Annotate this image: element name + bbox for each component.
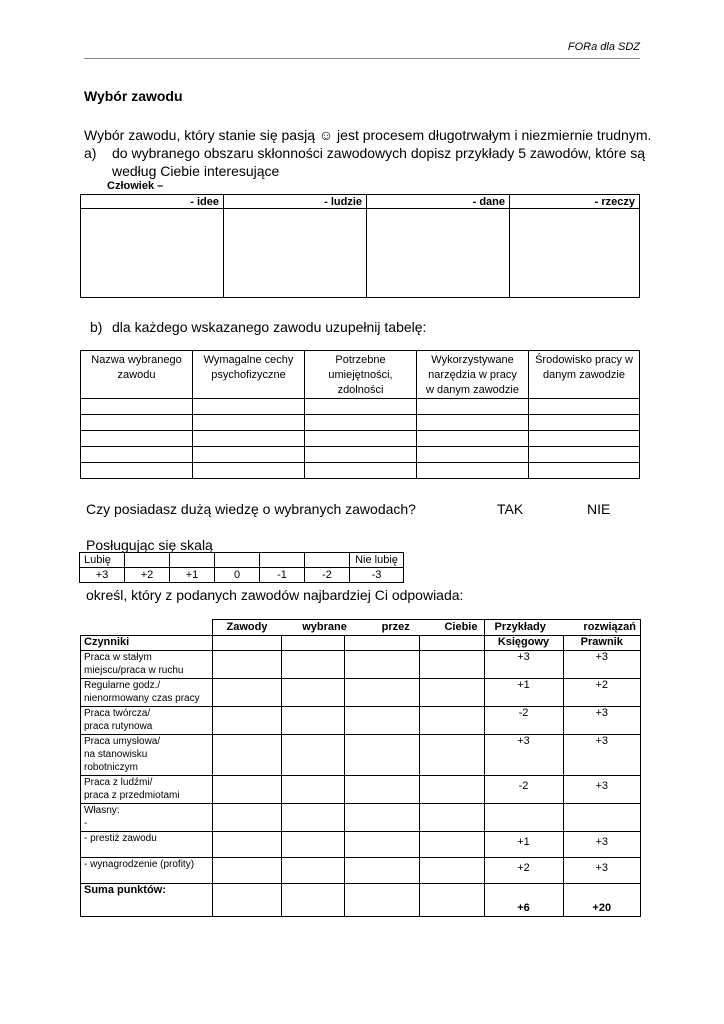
table-row [81,415,640,431]
scale-value: 0 [215,568,260,583]
col-ludzie: - ludzie [224,195,367,209]
hdr-srodowisko-l1: Środowisko pracy w [535,354,633,366]
row-label: - prestiż zawodu [84,833,157,844]
hdr-umiejetnosci-l3: zdolności [337,384,384,396]
item-a-line2: według Ciebie interesujące [112,163,280,179]
table-row [81,707,641,735]
row-label: robotniczym [84,762,138,773]
header-brand: FORa dla SDZ [567,41,640,53]
zawody-word-1: Zawody [226,621,268,633]
answer-no[interactable]: NIE [587,501,611,517]
cell-dane[interactable] [367,209,510,298]
header-divider [84,58,640,59]
hdr-nazwa [81,351,193,399]
hdr-umiejetnosci-l1: Potrzebne [335,354,386,366]
row-label: praca rutynowa [84,721,153,732]
table-row [81,651,641,679]
interest-areas-table [80,194,640,298]
scale-outro: określ, który z podanych zawodów najbardziej Ci odpowiada: [86,587,464,603]
hdr-nazwa-l2: zawodu [117,369,156,381]
cell-idee[interactable] [81,209,224,298]
cell-ludzie[interactable] [224,209,367,298]
examples-word-1: Przykłady [494,621,546,633]
ksiegowy-score: +3 [484,735,563,776]
scale-value: -1 [260,568,305,583]
ksiegowy-score: -2 [484,776,563,804]
hdr-cechy-l2: psychofizyczne [211,369,286,381]
hdr-nazwa-l1: Nazwa wybranego [91,354,182,366]
table-row [81,832,641,858]
intro-text: Wybór zawodu, który stanie się pasją ☺ jest procesem długotrwałym i niezmiernie trudnym. [84,127,652,143]
hdr-narzedzia-l3: w danym zawodzie [426,384,519,396]
row-label: Praca z ludźmi/ [84,777,153,788]
item-a-line1: do wybranego obszaru skłonności zawodowych dopisz przykłady 5 zawodów, które są [112,145,646,161]
table-row [81,399,640,415]
table-row [81,776,641,804]
ksiegowy-score: +1 [484,679,563,707]
hdr-narzedzia [417,351,529,399]
examples-header [484,620,641,636]
row-label: Własny: [84,805,120,816]
prawnik-score: +2 [563,679,641,707]
table-row [81,447,640,463]
col-idee: - idee [81,195,224,209]
scale-left-label: Lubię [80,553,125,568]
hdr-srodowisko [529,351,640,399]
row-label: Praca umysłowa/ [84,736,161,747]
scale-table [79,552,404,583]
hdr-umiejetnosci-l2: umiejętności, [328,369,393,381]
table-row [81,735,641,776]
row-label: nienormowany czas pracy [84,693,200,704]
table-row [81,679,641,707]
prawnik-score: +3 [563,735,641,776]
row-label: miejscu/praca w ruchu [84,665,184,676]
hdr-narzedzia-l1: Wykorzystywane [431,354,514,366]
table-row [81,858,641,884]
hdr-cechy [193,351,305,399]
scale-value: -3 [350,568,404,583]
zawody-header [212,620,484,636]
row-label: - wynagrodzenie (profity) [84,859,195,870]
row-label: - [84,818,88,829]
row-label: na stanowisku [84,749,148,760]
prawnik-score: +3 [563,858,641,884]
scale-right-label: Nie lubię [350,553,404,568]
sum-label: Suma punktów: [81,884,213,917]
col-dane: - dane [367,195,510,209]
sum-row [81,884,641,917]
hdr-umiejetnosci [305,351,417,399]
czlowiek-label: Człowiek – [107,180,164,192]
scale-intro: Posługując się skalą [86,537,213,553]
ksiegowy-score: +1 [484,832,563,858]
item-a-marker: a) [84,145,97,161]
ksiegowy-score: +2 [484,858,563,884]
sum-prawnik: +20 [563,884,641,917]
row-label: praca z przedmiotami [84,790,180,801]
prawnik-score [563,804,641,832]
cell-rzeczy[interactable] [510,209,640,298]
knowledge-question: Czy posiadasz dużą wiedzę o wybranych zawodach? [86,501,416,517]
hdr-narzedzia-l2: narzędzia w pracy [428,369,517,381]
answer-yes[interactable]: TAK [497,501,524,517]
page-title: Wybór zawodu [84,88,183,104]
hdr-srodowisko-l2: danym zawodzie [543,369,625,381]
hdr-cechy-l1: Wymagalne cechy [203,354,294,366]
row-label: Regularne godz./ [84,680,161,691]
ksiegowy-score: -2 [484,707,563,735]
item-b-marker: b) [90,319,103,335]
prawnik-score: +3 [563,651,641,679]
col-prawnik: Prawnik [563,636,641,651]
ksiegowy-score [484,804,563,832]
table-row [81,463,640,479]
col-rzeczy: - rzeczy [510,195,640,209]
prawnik-score: +3 [563,707,641,735]
table-row [81,431,640,447]
zawody-word-3: przez [381,621,410,633]
zawody-word-4: Ciebie [444,621,478,633]
prawnik-score: +3 [563,832,641,858]
zawody-word-2: wybrane [302,621,347,633]
scale-value: -2 [305,568,350,583]
row-label: Praca twórcza/ [84,708,151,719]
item-b-text: dla każdego wskazanego zawodu uzupełnij tabelę: [112,319,427,335]
scale-value: +1 [170,568,215,583]
scale-value: +3 [80,568,125,583]
ksiegowy-score: +3 [484,651,563,679]
col-czynniki: Czynniki [81,636,213,651]
row-label: Praca w stałym [84,652,152,663]
scale-value: +2 [125,568,170,583]
examples-word-2: rozwiązań [583,621,636,633]
sum-ksiegowy: +6 [484,884,563,917]
table-row [81,804,641,832]
evaluation-table [80,619,641,917]
prawnik-score: +3 [563,776,641,804]
col-ksiegowy: Księgowy [484,636,563,651]
profession-details-table [80,350,640,479]
